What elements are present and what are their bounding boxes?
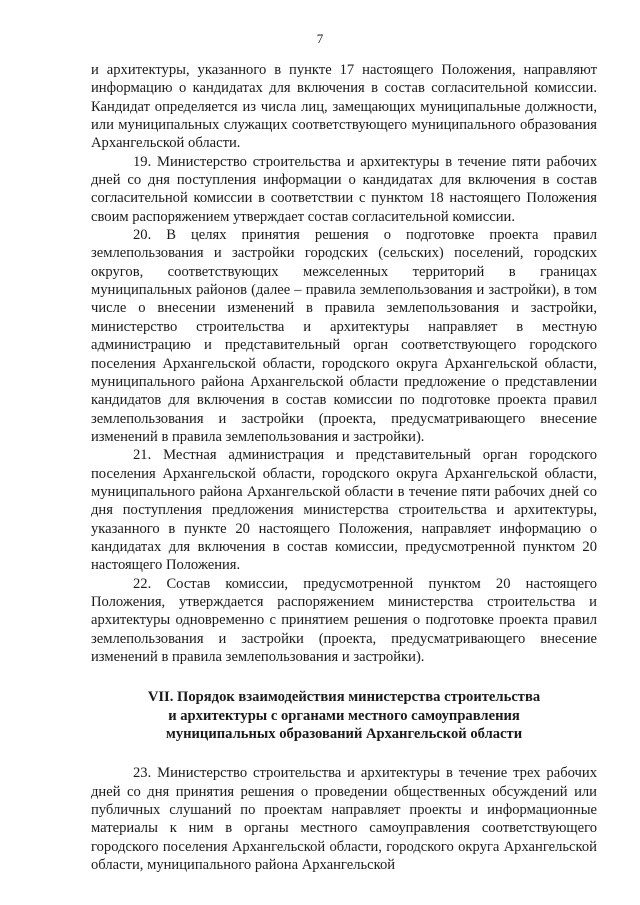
paragraph: 22. Состав комиссии, предусмотренной пунктом 20 настоящего Положения, утверждается распоряжением министерства строительства и архитектуры одновременно с принятием решения о подготовке проекта правил землепользования и застройки (проекта, предусматривающего внесение изменений в правила землепользования и застройки). <box>91 575 597 665</box>
paragraphs-after <box>91 764 597 874</box>
document-body <box>91 61 597 874</box>
section-heading <box>91 688 597 743</box>
section-heading-line-2: и архитектуры с органами местного самоуправления <box>168 707 520 724</box>
section-heading-line-1: VII. Порядок взаимодействия министерства строительства <box>147 689 541 706</box>
page-number: 7 <box>316 31 324 46</box>
paragraph: 21. Местная администрация и представительный орган городского поселения Архангельской области, городского округа Архангельской области, муниципального района Архангельской области в течение пяти рабочих дней со дня поступления предложения министерства строительства и архитектуры, указанного в пункте 20 настоящего Положения, направляет информацию о кандидатах для включения в состав комиссии, предусмотренной пунктом 20 настоящего Положения. <box>91 447 597 574</box>
paragraphs-before <box>91 61 597 666</box>
paragraph: 20. В целях принятия решения о подготовке проекта правил землепользования и застройки городских (сельских) поселений, городских округов, соответствующих межселенных территорий в границах муниципальных районов (далее – правила землепользования и застройки), в том числе о внесении изменений в правила землепользования и застройки, министерство строительства и архитектуры направляет в местную администрацию и представительный орган соответствующего городского поселения Архангельской области, городского округа Архангельской области, муниципального района Архангельской области предложение о представлении кандидатов для включения в состав комиссии по подготовке проекта правил землепользования и застройки (проекта, предусматривающего внесение изменений в правила землепользования и застройки). <box>91 227 597 445</box>
section-heading-line-3: муниципальных образований Архангельской области <box>165 726 523 743</box>
paragraph: 23. Министерство строительства и архитектуры в течение трех рабочих дней со дня принятия решения о проведении общественных обсуждений или публичных слушаний по проектам направляет проекты и информационные материалы к ним в органы местного самоуправления соответствующего городского поселения Архангельской области, городского округа Архангельской области, муниципального района Архангельской <box>91 765 597 874</box>
paragraph: и архитектуры, указанного в пункте 17 настоящего Положения, направляют информацию о кандидатах для включения в состав согласительной комиссии. Кандидат определяется из числа лиц, замещающих муниципальные должности, или муниципальных служащих соответствующего муниципального образования Архангельской области. <box>91 62 597 152</box>
paragraph: 19. Министерство строительства и архитектуры в течение пяти рабочих дней со дня поступления информации о кандидатах для включения в состав согласительной комиссии в соответствии с пунктом 18 настоящего Положения своим распоряжением утверждает состав согласительной комиссии. <box>91 153 597 225</box>
